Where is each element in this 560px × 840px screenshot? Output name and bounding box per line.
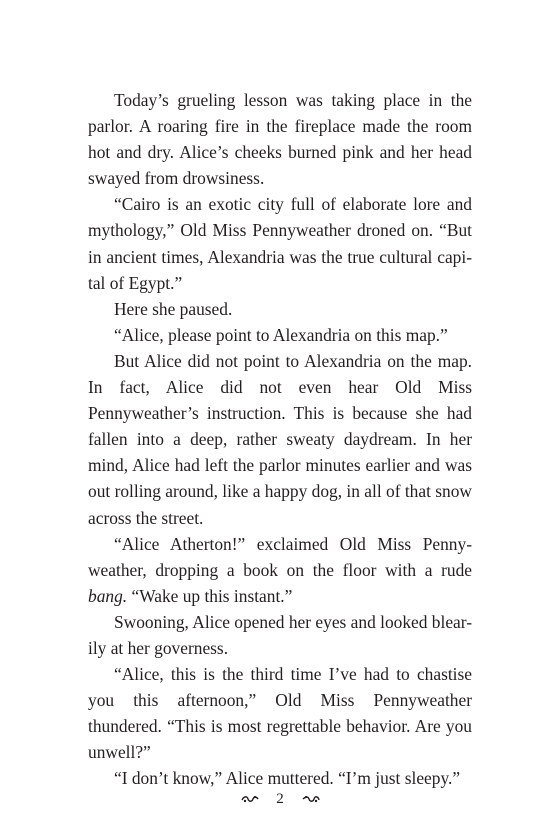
page-body — [88, 87, 472, 792]
fleuron-right-icon — [302, 794, 320, 804]
paragraph-4: “Alice, please point to Alexandria on this map.” — [114, 324, 448, 345]
paragraph-2: “Cairo is an exotic city full of elaborate lore and mythology,” Old Miss Pennyweather droned on. “But in ancient times, Alexandria was the true cultural capi-tal of Egypt.” — [88, 194, 472, 293]
paragraph-6-text-before: “Alice Atherton!” exclaimed Old Miss Penny-weather, dropping a book on the floor with a rude — [88, 533, 472, 580]
paragraph-1: Today’s grueling lesson was taking place in the parlor. A roaring fire in the fireplace made the room hot and dry. Alice’s cheeks burned pink and her head swayed from drowsiness. — [88, 90, 472, 189]
paragraph-6-text-after: “Wake up this instant.” — [127, 585, 293, 606]
paragraph-6 — [88, 531, 472, 609]
paragraph-3: Here she paused. — [114, 298, 233, 319]
page-number: 2 — [276, 790, 284, 807]
fleuron-left-icon — [241, 794, 259, 804]
paragraph-6-italic: bang. — [88, 585, 128, 606]
paragraph-8: “Alice, this is the third time I’ve had to chastise you this afternoon,” Old Miss Pennyweather thundered. “This is most regrettable behavior. Are you unwell?” — [88, 664, 472, 763]
paragraph-5: But Alice did not point to Alexandria on the map. In fact, Alice did not even hear Old Miss Pennyweather’s instruction. This is because she had fallen into a deep, rather sweaty daydream. In her mind, Alice had left the parlor minutes earlier and was out rolling around, like a happy dog, in all of that snow across the street. — [88, 350, 472, 528]
paragraph-7: Swooning, Alice opened her eyes and looked blear-ily at her governess. — [88, 611, 472, 658]
paragraph-9: “I don’t know,” Alice muttered. “I’m just sleepy.” — [114, 768, 461, 789]
page-footer — [0, 788, 560, 809]
